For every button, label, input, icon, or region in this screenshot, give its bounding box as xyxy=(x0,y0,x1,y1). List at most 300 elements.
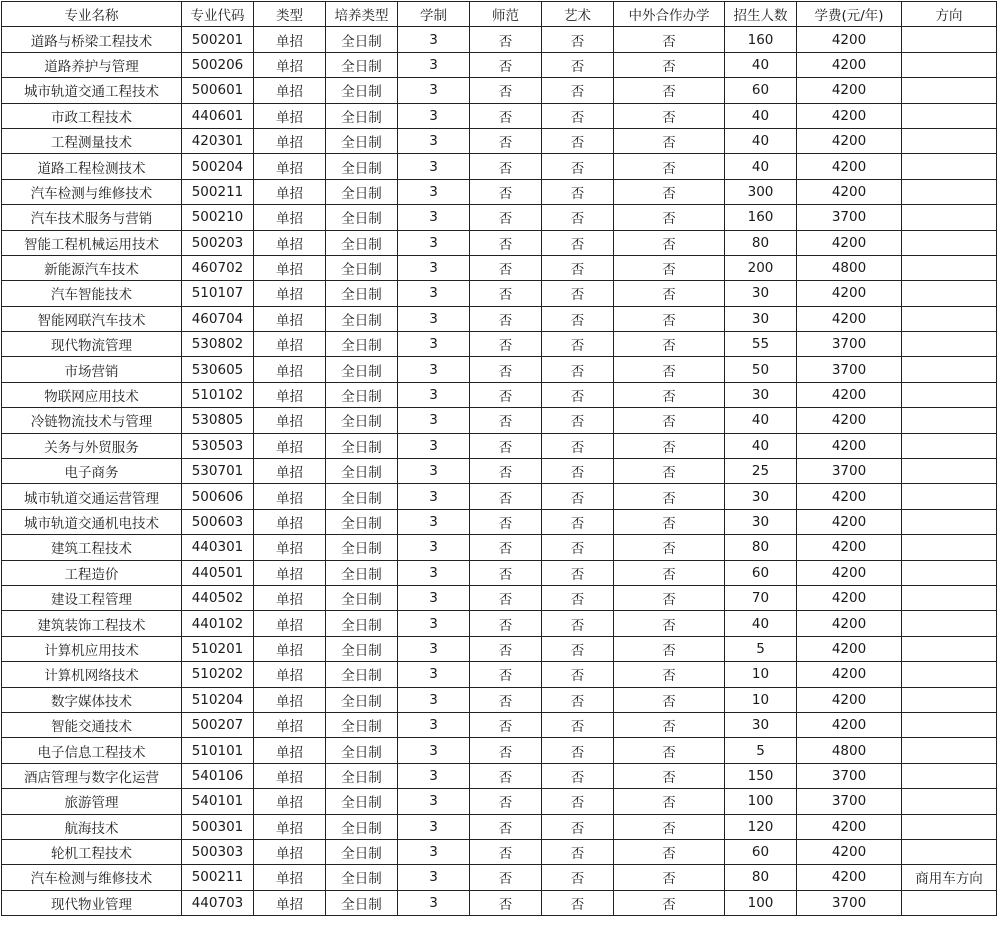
cell-direction xyxy=(902,230,997,255)
cell-teacher-training: 否 xyxy=(470,281,542,306)
cell-training-type: 全日制 xyxy=(326,154,398,179)
cell-major-name: 航海技术 xyxy=(2,814,182,839)
cell-tuition: 3700 xyxy=(797,357,902,382)
cell-major-name: 智能工程机械运用技术 xyxy=(2,230,182,255)
cell-joint-program: 否 xyxy=(614,306,725,331)
cell-enrollment: 70 xyxy=(725,585,797,610)
cell-major-code: 530503 xyxy=(182,433,254,458)
majors-table xyxy=(1,1,997,916)
cell-major-code: 500201 xyxy=(182,27,254,52)
table-row xyxy=(2,128,997,153)
cell-joint-program: 否 xyxy=(614,814,725,839)
cell-tuition: 4200 xyxy=(797,509,902,534)
cell-art: 否 xyxy=(542,789,614,814)
cell-major-name: 工程造价 xyxy=(2,560,182,585)
cell-major-name: 建设工程管理 xyxy=(2,585,182,610)
cell-enrollment: 55 xyxy=(725,332,797,357)
cell-enrollment: 10 xyxy=(725,662,797,687)
cell-tuition: 3700 xyxy=(797,763,902,788)
cell-major-code: 500210 xyxy=(182,205,254,230)
table-row xyxy=(2,789,997,814)
cell-teacher-training: 否 xyxy=(470,27,542,52)
cell-direction xyxy=(902,281,997,306)
table-row xyxy=(2,865,997,890)
cell-joint-program: 否 xyxy=(614,357,725,382)
cell-training-type: 全日制 xyxy=(326,509,398,534)
cell-direction xyxy=(902,687,997,712)
cell-enrollment: 60 xyxy=(725,839,797,864)
cell-type: 单招 xyxy=(254,357,326,382)
cell-tuition: 4200 xyxy=(797,78,902,103)
cell-enrollment: 5 xyxy=(725,636,797,661)
cell-training-type: 全日制 xyxy=(326,128,398,153)
cell-teacher-training: 否 xyxy=(470,154,542,179)
table-row xyxy=(2,382,997,407)
cell-art: 否 xyxy=(542,255,614,280)
cell-enrollment: 40 xyxy=(725,128,797,153)
cell-training-type: 全日制 xyxy=(326,306,398,331)
header-major-name: 专业名称 xyxy=(2,2,182,27)
cell-type: 单招 xyxy=(254,205,326,230)
cell-major-code: 510102 xyxy=(182,382,254,407)
cell-enrollment: 30 xyxy=(725,509,797,534)
header-tuition: 学费(元/年) xyxy=(797,2,902,27)
cell-joint-program: 否 xyxy=(614,712,725,737)
cell-direction xyxy=(902,535,997,560)
table-row xyxy=(2,205,997,230)
cell-type: 单招 xyxy=(254,281,326,306)
cell-joint-program: 否 xyxy=(614,890,725,915)
cell-joint-program: 否 xyxy=(614,738,725,763)
table-row xyxy=(2,636,997,661)
cell-direction xyxy=(902,433,997,458)
cell-duration: 3 xyxy=(398,332,470,357)
cell-teacher-training: 否 xyxy=(470,255,542,280)
cell-direction xyxy=(902,712,997,737)
cell-enrollment: 300 xyxy=(725,179,797,204)
cell-major-code: 510101 xyxy=(182,738,254,763)
header-training-type: 培养类型 xyxy=(326,2,398,27)
cell-art: 否 xyxy=(542,154,614,179)
cell-major-name: 市场营销 xyxy=(2,357,182,382)
cell-major-code: 540106 xyxy=(182,763,254,788)
cell-teacher-training: 否 xyxy=(470,585,542,610)
cell-art: 否 xyxy=(542,78,614,103)
cell-duration: 3 xyxy=(398,535,470,560)
cell-joint-program: 否 xyxy=(614,636,725,661)
cell-duration: 3 xyxy=(398,306,470,331)
cell-type: 单招 xyxy=(254,103,326,128)
cell-teacher-training: 否 xyxy=(470,382,542,407)
cell-duration: 3 xyxy=(398,712,470,737)
cell-major-code: 500206 xyxy=(182,52,254,77)
cell-training-type: 全日制 xyxy=(326,763,398,788)
cell-enrollment: 30 xyxy=(725,712,797,737)
cell-duration: 3 xyxy=(398,382,470,407)
cell-enrollment: 40 xyxy=(725,408,797,433)
cell-duration: 3 xyxy=(398,433,470,458)
cell-joint-program: 否 xyxy=(614,332,725,357)
cell-training-type: 全日制 xyxy=(326,712,398,737)
cell-enrollment: 5 xyxy=(725,738,797,763)
cell-type: 单招 xyxy=(254,789,326,814)
cell-major-name: 酒店管理与数字化运营 xyxy=(2,763,182,788)
cell-tuition: 4200 xyxy=(797,484,902,509)
cell-major-code: 420301 xyxy=(182,128,254,153)
table-header xyxy=(2,2,997,27)
cell-major-code: 500211 xyxy=(182,179,254,204)
header-major-code: 专业代码 xyxy=(182,2,254,27)
cell-joint-program: 否 xyxy=(614,662,725,687)
cell-teacher-training: 否 xyxy=(470,459,542,484)
table-row xyxy=(2,154,997,179)
cell-joint-program: 否 xyxy=(614,789,725,814)
cell-training-type: 全日制 xyxy=(326,839,398,864)
table-row xyxy=(2,103,997,128)
cell-training-type: 全日制 xyxy=(326,738,398,763)
cell-joint-program: 否 xyxy=(614,408,725,433)
cell-tuition: 4200 xyxy=(797,154,902,179)
cell-tuition: 4200 xyxy=(797,52,902,77)
cell-major-name: 现代物业管理 xyxy=(2,890,182,915)
cell-joint-program: 否 xyxy=(614,382,725,407)
cell-joint-program: 否 xyxy=(614,459,725,484)
cell-type: 单招 xyxy=(254,408,326,433)
cell-direction xyxy=(902,560,997,585)
cell-enrollment: 30 xyxy=(725,281,797,306)
cell-major-code: 530605 xyxy=(182,357,254,382)
cell-type: 单招 xyxy=(254,230,326,255)
cell-training-type: 全日制 xyxy=(326,205,398,230)
cell-art: 否 xyxy=(542,459,614,484)
cell-duration: 3 xyxy=(398,585,470,610)
cell-tuition: 4200 xyxy=(797,560,902,585)
cell-major-name: 道路与桥梁工程技术 xyxy=(2,27,182,52)
cell-tuition: 4200 xyxy=(797,103,902,128)
cell-art: 否 xyxy=(542,585,614,610)
cell-enrollment: 30 xyxy=(725,382,797,407)
cell-enrollment: 120 xyxy=(725,814,797,839)
cell-art: 否 xyxy=(542,560,614,585)
cell-training-type: 全日制 xyxy=(326,560,398,585)
cell-joint-program: 否 xyxy=(614,839,725,864)
cell-enrollment: 30 xyxy=(725,484,797,509)
cell-type: 单招 xyxy=(254,255,326,280)
cell-teacher-training: 否 xyxy=(470,128,542,153)
cell-training-type: 全日制 xyxy=(326,332,398,357)
cell-enrollment: 40 xyxy=(725,611,797,636)
cell-type: 单招 xyxy=(254,52,326,77)
cell-duration: 3 xyxy=(398,459,470,484)
cell-art: 否 xyxy=(542,281,614,306)
cell-major-name: 冷链物流技术与管理 xyxy=(2,408,182,433)
cell-type: 单招 xyxy=(254,839,326,864)
cell-major-code: 500606 xyxy=(182,484,254,509)
cell-type: 单招 xyxy=(254,814,326,839)
cell-enrollment: 150 xyxy=(725,763,797,788)
cell-teacher-training: 否 xyxy=(470,636,542,661)
cell-major-name: 旅游管理 xyxy=(2,789,182,814)
cell-duration: 3 xyxy=(398,611,470,636)
cell-art: 否 xyxy=(542,179,614,204)
cell-type: 单招 xyxy=(254,662,326,687)
table-row xyxy=(2,281,997,306)
table-row xyxy=(2,332,997,357)
cell-duration: 3 xyxy=(398,509,470,534)
cell-training-type: 全日制 xyxy=(326,865,398,890)
cell-major-name: 数字媒体技术 xyxy=(2,687,182,712)
cell-type: 单招 xyxy=(254,484,326,509)
cell-joint-program: 否 xyxy=(614,484,725,509)
cell-tuition: 4200 xyxy=(797,865,902,890)
table-row xyxy=(2,560,997,585)
cell-tuition: 4200 xyxy=(797,230,902,255)
cell-type: 单招 xyxy=(254,712,326,737)
cell-major-code: 510201 xyxy=(182,636,254,661)
cell-direction xyxy=(902,636,997,661)
cell-tuition: 4200 xyxy=(797,814,902,839)
cell-tuition: 4200 xyxy=(797,687,902,712)
cell-type: 单招 xyxy=(254,535,326,560)
cell-teacher-training: 否 xyxy=(470,712,542,737)
cell-major-name: 现代物流管理 xyxy=(2,332,182,357)
cell-major-name: 电子信息工程技术 xyxy=(2,738,182,763)
cell-tuition: 4200 xyxy=(797,611,902,636)
cell-duration: 3 xyxy=(398,357,470,382)
cell-enrollment: 40 xyxy=(725,433,797,458)
cell-type: 单招 xyxy=(254,332,326,357)
cell-tuition: 4200 xyxy=(797,535,902,560)
cell-art: 否 xyxy=(542,611,614,636)
cell-direction xyxy=(902,890,997,915)
cell-enrollment: 30 xyxy=(725,306,797,331)
cell-enrollment: 60 xyxy=(725,560,797,585)
cell-major-name: 城市轨道交通运营管理 xyxy=(2,484,182,509)
cell-teacher-training: 否 xyxy=(470,738,542,763)
table-row xyxy=(2,738,997,763)
table-row xyxy=(2,687,997,712)
cell-teacher-training: 否 xyxy=(470,306,542,331)
cell-art: 否 xyxy=(542,332,614,357)
cell-major-name: 轮机工程技术 xyxy=(2,839,182,864)
cell-teacher-training: 否 xyxy=(470,357,542,382)
cell-major-code: 510202 xyxy=(182,662,254,687)
table-row xyxy=(2,611,997,636)
cell-art: 否 xyxy=(542,103,614,128)
cell-duration: 3 xyxy=(398,839,470,864)
cell-type: 单招 xyxy=(254,27,326,52)
cell-type: 单招 xyxy=(254,179,326,204)
cell-direction xyxy=(902,52,997,77)
cell-enrollment: 80 xyxy=(725,535,797,560)
cell-joint-program: 否 xyxy=(614,179,725,204)
cell-direction xyxy=(902,103,997,128)
table-row xyxy=(2,52,997,77)
cell-major-code: 500303 xyxy=(182,839,254,864)
cell-tuition: 4200 xyxy=(797,585,902,610)
cell-teacher-training: 否 xyxy=(470,484,542,509)
cell-major-code: 440102 xyxy=(182,611,254,636)
cell-type: 单招 xyxy=(254,636,326,661)
cell-enrollment: 80 xyxy=(725,230,797,255)
cell-joint-program: 否 xyxy=(614,205,725,230)
cell-direction xyxy=(902,205,997,230)
cell-joint-program: 否 xyxy=(614,230,725,255)
cell-teacher-training: 否 xyxy=(470,179,542,204)
cell-major-code: 510107 xyxy=(182,281,254,306)
cell-major-name: 汽车智能技术 xyxy=(2,281,182,306)
cell-major-name: 关务与外贸服务 xyxy=(2,433,182,458)
cell-teacher-training: 否 xyxy=(470,78,542,103)
cell-duration: 3 xyxy=(398,763,470,788)
cell-enrollment: 160 xyxy=(725,205,797,230)
table-body xyxy=(2,27,997,916)
cell-direction xyxy=(902,763,997,788)
table-row xyxy=(2,839,997,864)
cell-teacher-training: 否 xyxy=(470,535,542,560)
cell-enrollment: 60 xyxy=(725,78,797,103)
cell-art: 否 xyxy=(542,865,614,890)
cell-teacher-training: 否 xyxy=(470,789,542,814)
cell-major-name: 计算机应用技术 xyxy=(2,636,182,661)
cell-direction: 商用车方向 xyxy=(902,865,997,890)
cell-duration: 3 xyxy=(398,738,470,763)
table-row xyxy=(2,712,997,737)
cell-art: 否 xyxy=(542,814,614,839)
cell-direction xyxy=(902,509,997,534)
cell-joint-program: 否 xyxy=(614,560,725,585)
cell-major-code: 530701 xyxy=(182,459,254,484)
cell-direction xyxy=(902,738,997,763)
cell-art: 否 xyxy=(542,128,614,153)
cell-duration: 3 xyxy=(398,281,470,306)
table-row xyxy=(2,306,997,331)
cell-major-code: 500211 xyxy=(182,865,254,890)
cell-type: 单招 xyxy=(254,306,326,331)
cell-direction xyxy=(902,357,997,382)
cell-major-name: 汽车技术服务与营销 xyxy=(2,205,182,230)
cell-art: 否 xyxy=(542,357,614,382)
cell-duration: 3 xyxy=(398,662,470,687)
cell-art: 否 xyxy=(542,712,614,737)
cell-tuition: 4200 xyxy=(797,382,902,407)
cell-art: 否 xyxy=(542,52,614,77)
cell-direction xyxy=(902,154,997,179)
header-art: 艺术 xyxy=(542,2,614,27)
cell-major-code: 440501 xyxy=(182,560,254,585)
cell-teacher-training: 否 xyxy=(470,839,542,864)
cell-tuition: 4800 xyxy=(797,738,902,763)
cell-art: 否 xyxy=(542,205,614,230)
cell-direction xyxy=(902,814,997,839)
cell-major-code: 440601 xyxy=(182,103,254,128)
cell-major-name: 市政工程技术 xyxy=(2,103,182,128)
cell-teacher-training: 否 xyxy=(470,814,542,839)
cell-teacher-training: 否 xyxy=(470,205,542,230)
cell-type: 单招 xyxy=(254,865,326,890)
cell-duration: 3 xyxy=(398,814,470,839)
cell-major-code: 440502 xyxy=(182,585,254,610)
cell-type: 单招 xyxy=(254,763,326,788)
cell-teacher-training: 否 xyxy=(470,103,542,128)
table-row xyxy=(2,585,997,610)
cell-major-name: 城市轨道交通机电技术 xyxy=(2,509,182,534)
table-row xyxy=(2,535,997,560)
cell-direction xyxy=(902,382,997,407)
cell-teacher-training: 否 xyxy=(470,560,542,585)
cell-duration: 3 xyxy=(398,230,470,255)
cell-training-type: 全日制 xyxy=(326,78,398,103)
header-joint-program: 中外合作办学 xyxy=(614,2,725,27)
cell-tuition: 3700 xyxy=(797,890,902,915)
table-row xyxy=(2,230,997,255)
cell-art: 否 xyxy=(542,433,614,458)
cell-tuition: 4200 xyxy=(797,839,902,864)
cell-teacher-training: 否 xyxy=(470,687,542,712)
cell-enrollment: 160 xyxy=(725,27,797,52)
cell-type: 单招 xyxy=(254,687,326,712)
cell-art: 否 xyxy=(542,839,614,864)
cell-major-code: 500603 xyxy=(182,509,254,534)
cell-duration: 3 xyxy=(398,179,470,204)
cell-tuition: 4200 xyxy=(797,662,902,687)
cell-training-type: 全日制 xyxy=(326,433,398,458)
cell-teacher-training: 否 xyxy=(470,408,542,433)
cell-tuition: 4800 xyxy=(797,255,902,280)
header-teacher-training: 师范 xyxy=(470,2,542,27)
cell-teacher-training: 否 xyxy=(470,662,542,687)
cell-tuition: 3700 xyxy=(797,459,902,484)
cell-joint-program: 否 xyxy=(614,281,725,306)
cell-enrollment: 25 xyxy=(725,459,797,484)
cell-tuition: 4200 xyxy=(797,281,902,306)
cell-duration: 3 xyxy=(398,789,470,814)
header-row xyxy=(2,2,997,27)
cell-tuition: 4200 xyxy=(797,636,902,661)
cell-teacher-training: 否 xyxy=(470,433,542,458)
cell-major-code: 530802 xyxy=(182,332,254,357)
cell-teacher-training: 否 xyxy=(470,763,542,788)
cell-duration: 3 xyxy=(398,205,470,230)
cell-joint-program: 否 xyxy=(614,128,725,153)
cell-direction xyxy=(902,179,997,204)
table-row xyxy=(2,890,997,915)
cell-art: 否 xyxy=(542,636,614,661)
cell-duration: 3 xyxy=(398,408,470,433)
cell-training-type: 全日制 xyxy=(326,459,398,484)
cell-art: 否 xyxy=(542,382,614,407)
cell-major-name: 工程测量技术 xyxy=(2,128,182,153)
cell-direction xyxy=(902,255,997,280)
cell-art: 否 xyxy=(542,230,614,255)
cell-art: 否 xyxy=(542,890,614,915)
header-enrollment: 招生人数 xyxy=(725,2,797,27)
cell-training-type: 全日制 xyxy=(326,789,398,814)
cell-teacher-training: 否 xyxy=(470,865,542,890)
cell-joint-program: 否 xyxy=(614,611,725,636)
cell-training-type: 全日制 xyxy=(326,890,398,915)
cell-type: 单招 xyxy=(254,154,326,179)
cell-joint-program: 否 xyxy=(614,78,725,103)
cell-major-name: 道路养护与管理 xyxy=(2,52,182,77)
cell-major-code: 460704 xyxy=(182,306,254,331)
header-direction: 方向 xyxy=(902,2,997,27)
cell-duration: 3 xyxy=(398,255,470,280)
cell-duration: 3 xyxy=(398,636,470,661)
cell-training-type: 全日制 xyxy=(326,281,398,306)
cell-type: 单招 xyxy=(254,382,326,407)
cell-training-type: 全日制 xyxy=(326,382,398,407)
